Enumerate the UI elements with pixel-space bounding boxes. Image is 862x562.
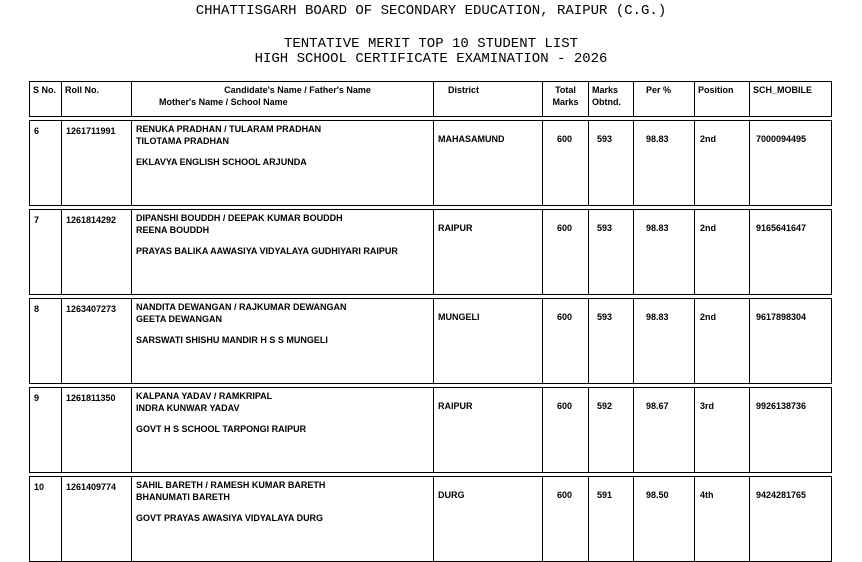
roll-cell: 1263407273 [62, 299, 132, 384]
board-title: CHHATTISGARH BOARD OF SECONDARY EDUCATION, RAIPUR (C.G.) [195, 3, 667, 19]
district-cell: DURG [434, 477, 543, 562]
percent-cell: 98.83 [634, 299, 695, 384]
obtained-cell: 592 [589, 388, 634, 473]
header-row [30, 82, 832, 117]
name-father: KALPANA YADAV / RAMKRIPAL [136, 391, 273, 401]
table-row [30, 477, 832, 562]
mother-name: BHANUMATI BARETH [136, 492, 230, 502]
school-name: GOVT H S SCHOOL TARPONGI RAIPUR [136, 424, 307, 434]
district-cell: MAHASAMUND [434, 121, 543, 206]
mobile-cell: 9165641647 [750, 210, 832, 295]
name-father: RENUKA PRADHAN / TULARAM PRADHAN [136, 124, 322, 134]
school-name: EKLAVYA ENGLISH SCHOOL ARJUNDA [136, 157, 307, 167]
col-obtained-line2: Obtnd. [592, 97, 621, 107]
candidate-cell [132, 210, 434, 295]
roll-cell: 1261409774 [62, 477, 132, 562]
total-cell: 600 [543, 299, 589, 384]
candidate-cell [132, 121, 434, 206]
table-row [30, 299, 832, 384]
col-position: Position [695, 82, 750, 117]
total-cell: 600 [543, 121, 589, 206]
position-cell: 4th [695, 477, 750, 562]
mother-name: GEETA DEWANGAN [136, 314, 223, 324]
col-sno: S No. [30, 82, 62, 117]
col-obtained [589, 82, 634, 117]
district-cell: RAIPUR [434, 388, 543, 473]
mobile-cell: 9617898304 [750, 299, 832, 384]
name-father: DIPANSHI BOUDDH / DEEPAK KUMAR BOUDDH [136, 213, 343, 223]
col-candidate [132, 82, 434, 117]
sno-cell: 6 [30, 121, 62, 206]
percent-cell: 98.83 [634, 210, 695, 295]
candidate-cell [132, 388, 434, 473]
school-name: SARSWATI SHISHU MANDIR H S S MUNGELI [136, 335, 328, 345]
mobile-cell: 7000094495 [750, 121, 832, 206]
col-total [543, 82, 589, 117]
col-total-line1: Total [555, 85, 576, 95]
candidate-cell [132, 477, 434, 562]
table-row [30, 210, 832, 295]
school-name: PRAYAS BALIKA AAWASIYA VIDYALAYA GUDHIYARI RAIPUR [136, 246, 398, 256]
sno-cell: 9 [30, 388, 62, 473]
position-cell: 2nd [695, 299, 750, 384]
col-obtained-line1: Marks [592, 85, 619, 95]
roll-cell: 1261811350 [62, 388, 132, 473]
district-cell: RAIPUR [434, 210, 543, 295]
col-percent: Per % [634, 82, 695, 117]
col-candidate-line2: Mother's Name / School Name [159, 97, 288, 107]
obtained-cell: 593 [589, 210, 634, 295]
percent-cell: 98.50 [634, 477, 695, 562]
obtained-cell: 591 [589, 477, 634, 562]
roll-cell: 1261711991 [62, 121, 132, 206]
mobile-cell: 9926138736 [750, 388, 832, 473]
col-candidate-line1: Candidate's Name / Father's Name [224, 85, 371, 95]
total-cell: 600 [543, 388, 589, 473]
position-cell: 2nd [695, 121, 750, 206]
percent-cell: 98.67 [634, 388, 695, 473]
obtained-cell: 593 [589, 299, 634, 384]
name-father: NANDITA DEWANGAN / RAJKUMAR DEWANGAN [136, 302, 347, 312]
col-roll: Roll No. [62, 82, 132, 117]
sno-cell: 7 [30, 210, 62, 295]
mother-name: REENA BOUDDH [136, 225, 210, 235]
obtained-cell: 593 [589, 121, 634, 206]
district-cell: MUNGELI [434, 299, 543, 384]
sno-cell: 10 [30, 477, 62, 562]
mother-name: INDRA KUNWAR YADAV [136, 403, 240, 413]
table-row [30, 121, 832, 206]
col-district: District [434, 82, 543, 117]
total-cell: 600 [543, 210, 589, 295]
merit-table [29, 81, 832, 562]
candidate-cell [132, 299, 434, 384]
mother-name: TILOTAMA PRADHAN [136, 136, 229, 146]
total-cell: 600 [543, 477, 589, 562]
table-row [30, 388, 832, 473]
exam-title: HIGH SCHOOL CERTIFICATE EXAMINATION - 2026 [254, 51, 608, 67]
percent-cell: 98.83 [634, 121, 695, 206]
position-cell: 3rd [695, 388, 750, 473]
name-father: SAHIL BARETH / RAMESH KUMAR BARETH [136, 480, 326, 490]
position-cell: 2nd [695, 210, 750, 295]
list-title: TENTATIVE MERIT TOP 10 STUDENT LIST [283, 36, 579, 52]
school-name: GOVT PRAYAS AWASIYA VIDYALAYA DURG [136, 513, 324, 523]
col-mobile: SCH_MOBILE [750, 82, 832, 117]
sno-cell: 8 [30, 299, 62, 384]
col-total-line2: Marks [552, 97, 579, 107]
mobile-cell: 9424281765 [750, 477, 832, 562]
roll-cell: 1261814292 [62, 210, 132, 295]
